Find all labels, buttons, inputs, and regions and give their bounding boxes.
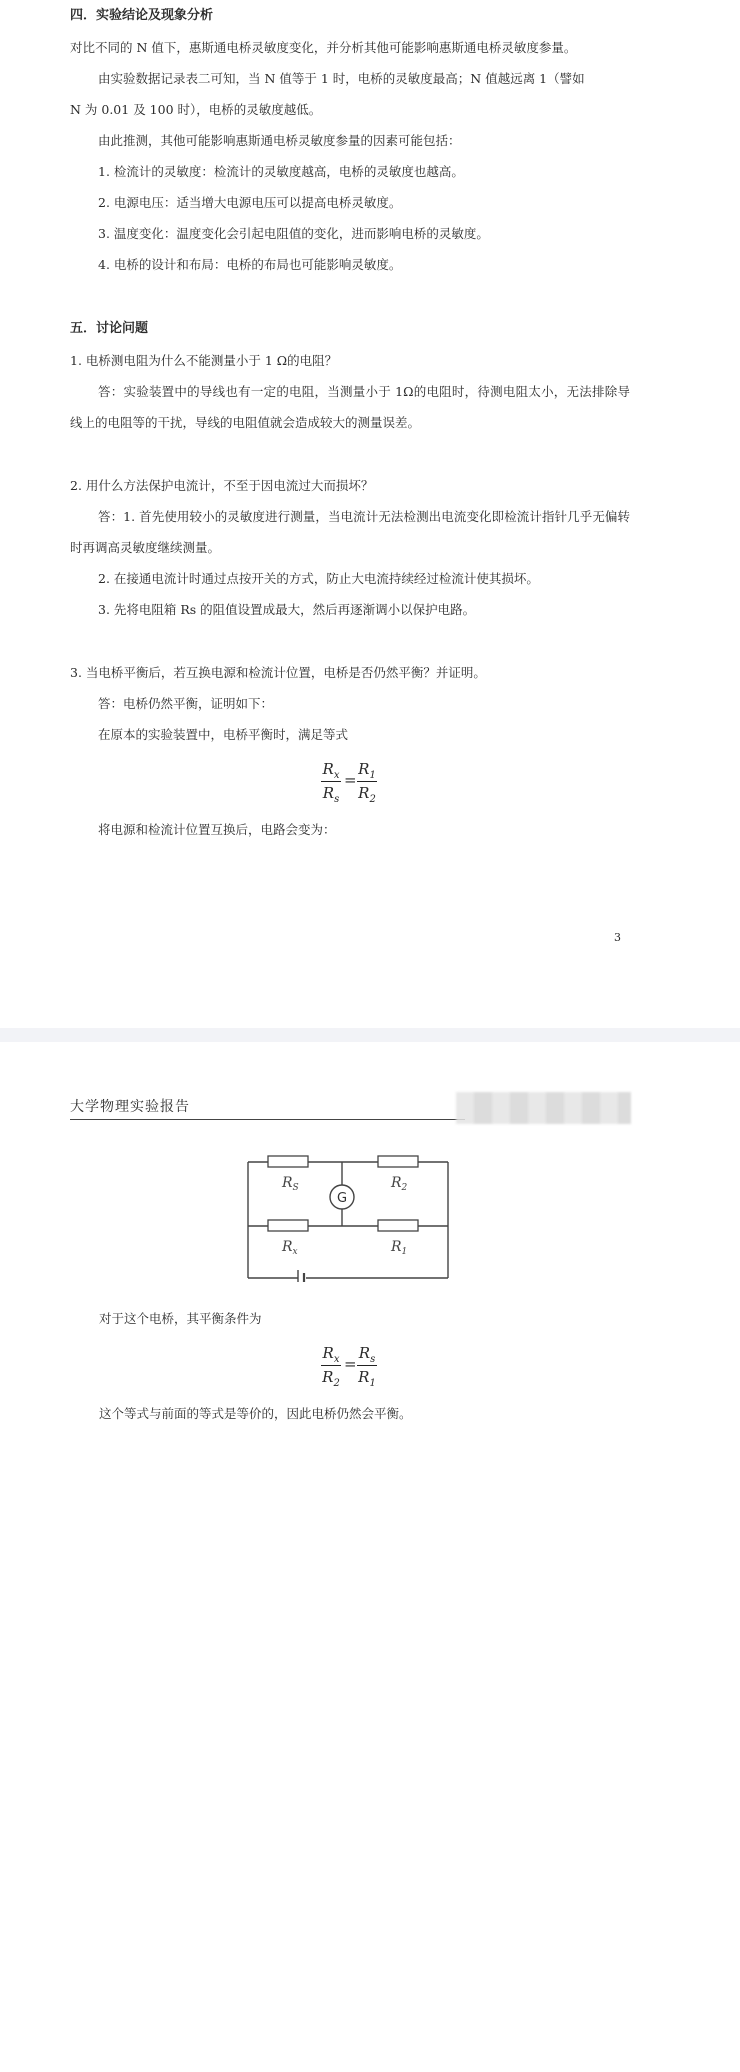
answer-2-part-1: 答：1. 首先使用较小的灵敏度进行测量，当电流计无法检测出电流变化即检流计指针几乎无偏转时再调高灵敏度继续测量。 — [70, 509, 630, 555]
formula-2-den-right: $R_1$ — [358, 1368, 376, 1389]
header-rule — [70, 1119, 465, 1120]
answer-2-part-3: 3. 先将电阻箱 Rs 的阻值设置成最大，然后再逐渐调小以保护电路。 — [98, 602, 476, 617]
answer-3-line-1: 答：电桥仍然平衡，证明如下： — [98, 696, 274, 711]
bridge-circuit-diagram — [246, 1150, 450, 1282]
question-2: 2. 用什么方法保护电流计，不至于因电流过大而损坏？ — [70, 478, 374, 493]
formula-1-equals: = — [344, 771, 357, 789]
page-number: 3 — [614, 931, 621, 944]
formula-2-den-left: $R_2$ — [322, 1368, 340, 1389]
balance-condition-text: 对于这个电桥，其平衡条件为 — [99, 1311, 262, 1326]
label-rs: $R_S$ — [282, 1175, 299, 1193]
galvanometer-label: G — [337, 1191, 348, 1206]
formula-2-equals: = — [344, 1355, 357, 1373]
question-1: 1. 电桥测电阻为什么不能测量小于 1 Ω的电阻？ — [70, 353, 338, 368]
formula-1-den-left: $R_s$ — [322, 784, 340, 805]
label-r2: $R_2$ — [391, 1175, 408, 1193]
question-3: 3. 当电桥平衡后，若互换电源和检流计位置，电桥是否仍然平衡？并证明。 — [70, 665, 486, 680]
conclusion-text: 这个等式与前面的等式是等价的，因此电桥仍然会平衡。 — [99, 1406, 412, 1421]
document-page-1 — [0, 0, 740, 1028]
label-r1: $R_1$ — [391, 1239, 408, 1257]
section-4-heading: 四．实验结论及现象分析 — [70, 8, 214, 23]
formula-1-num-right: $R_1$ — [358, 760, 376, 781]
redacted-name-block — [456, 1092, 631, 1124]
resistor-rx — [268, 1220, 308, 1231]
factor-item-4: 4. 电桥的设计和布局：电桥的布局也可能影响灵敏度。 — [98, 257, 402, 272]
resistor-rs — [268, 1156, 308, 1167]
balance-equation-2 — [320, 1344, 380, 1390]
section-4-intro: 对比不同的 N 值下，惠斯通电桥灵敏度变化，并分析其他可能影响惠斯通电桥灵敏度参量。 — [70, 40, 577, 55]
para-1-line-1: 由实验数据记录表二可知，当 N 值等于 1 时，电桥的灵敏度最高；N 值越远离 1（譬如 — [98, 71, 585, 86]
para-2: 由此推测，其他可能影响惠斯通电桥灵敏度参量的因素可能包括： — [98, 133, 461, 148]
para-1-line-2: N 为 0.01 及 100 时），电桥的灵敏度越低。 — [70, 102, 322, 117]
factor-item-1: 1. 检流计的灵敏度：检流计的灵敏度越高，电桥的灵敏度也越高。 — [98, 164, 464, 179]
factor-item-2: 2. 电源电压：适当增大电源电压可以提高电桥灵敏度。 — [98, 195, 402, 210]
formula-2-num-left: $R_x$ — [322, 1344, 340, 1365]
answer-3-line-3: 将电源和检流计位置互换后，电路会变为： — [98, 822, 336, 837]
report-header-title: 大学物理实验报告 — [70, 1099, 190, 1115]
answer-2-part-2: 2. 在接通电流计时通过点按开关的方式，防止大电流持续经过检流计使其损坏。 — [98, 571, 539, 586]
label-rx: $R_x$ — [282, 1239, 298, 1257]
factor-item-3: 3. 温度变化：温度变化会引起电阻值的变化，进而影响电桥的灵敏度。 — [98, 226, 489, 241]
section-5-heading: 五．讨论问题 — [70, 321, 149, 336]
formula-1-num-left: $R_x$ — [322, 760, 340, 781]
formula-1-den-right: $R_2$ — [358, 784, 376, 805]
resistor-r1 — [378, 1220, 418, 1231]
balance-equation-1 — [320, 760, 380, 806]
answer-1: 答：实验装置中的导线也有一定的电阻，当测量小于 1Ω的电阻时，待测电阻太小，无法排除导线上的电阻等的干扰，导线的电阻值就会造成较大的测量误差。 — [70, 384, 630, 430]
resistor-r2 — [378, 1156, 418, 1167]
answer-3-line-2: 在原本的实验装置中，电桥平衡时，满足等式 — [98, 727, 349, 742]
formula-2-num-right: $R_s$ — [358, 1344, 376, 1365]
